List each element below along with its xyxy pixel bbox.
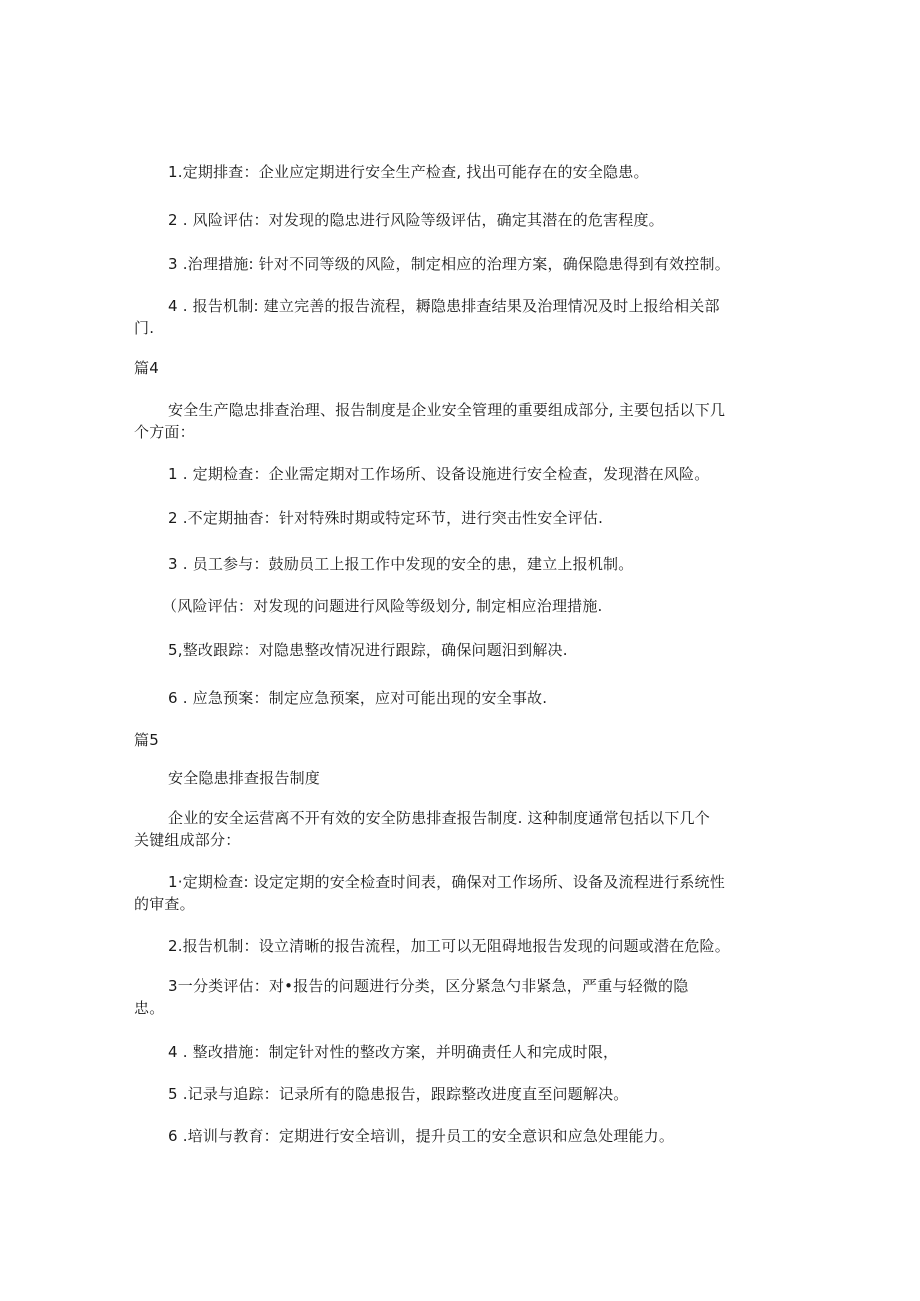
section4-item-3: 3 . 员工参与：鼓励员工上报工作中发现的安全的患，建立上报机制。: [168, 555, 634, 573]
section4-intro: 安全生产隐忠排查治理、报告制度是企业安全管理的重要组成部分, 主要包括以下几: [168, 401, 726, 419]
section4-item-1: 1 . 定期检查：企业需定期对工作场所、设备设施进行安全检查，发现潜在风险。: [168, 465, 710, 483]
section5-item-1-cont: 的审查。: [134, 895, 195, 913]
section-heading-4: 篇4: [134, 359, 159, 377]
section4-item-5: 5,整改跟踪：对隐患整改情况进行跟踪，确保问题汨到解决.: [168, 641, 568, 659]
section4-intro-cont: 个方面：: [134, 423, 195, 441]
section5-intro-cont: 关键组成部分：: [134, 831, 241, 849]
section-heading-5: 篇5: [134, 731, 159, 749]
item-remediation-measures: 3 .治理措施: 针对不同等级的风险，制定相应的治理方案，确保隐患得到有效控制。: [168, 255, 730, 273]
item-periodic-inspection: 1.定期排查：企业应定期进行安全生产检查, 找出可能存在的安全隐患。: [168, 163, 649, 181]
section5-item-4: 4 . 整改措施：制定针对性的整改方案，并明确责任人和完成时限，: [168, 1043, 619, 1061]
section5-intro: 企业的安全运营离不开有效的安全防患排查报告制度. 这种制度通常包括以下几个: [168, 809, 710, 827]
item-reporting-mechanism-cont: 门.: [134, 319, 155, 337]
section4-item-6: 6 . 应急预案：制定应急预案，应对可能出现的安全事故.: [168, 689, 548, 707]
section4-item-4: （风险评估：对发现的问题进行风险等级划分, 制定相应治理措施.: [162, 597, 603, 615]
section5-item-1: 1·定期检查: 设定定期的安全检查时间表，确保对工作场所、设备及流程进行系统性: [168, 873, 725, 891]
section5-item-5: 5 .记录与追踪：记录所有的隐患报告，跟踪整改进度直至问题解决。: [168, 1085, 629, 1103]
section5-item-6: 6 .培训与教育：定期进行安全培训，提升员工的安全意识和应急处理能力。: [168, 1127, 675, 1145]
section5-item-3-cont: 忠。: [134, 999, 165, 1017]
section4-item-2: 2 .不定期抽杳：针对特殊时期或特定环节，进行突击性安全评估.: [168, 509, 604, 527]
item-reporting-mechanism: 4 . 报告机制: 建立完善的报告流程，耨隐患排查结果及治理情况及时上报给相关部: [168, 297, 720, 315]
item-risk-assessment: 2 . 风险评估：对发现的隐忠进行风险等级评估，确定其潜在的危害程度。: [168, 211, 664, 229]
section5-item-3: 3一分类评估：对•报告的问题进行分类，区分紧急勺非紧急，严重与轻微的隐: [168, 977, 689, 995]
section5-title: 安全隐患排查报告制度: [168, 769, 321, 787]
section5-item-2: 2.报告机制：设立清晰的报告流程，加工可以无阻碍地报告发现的问题或潜在危险。: [168, 937, 730, 955]
